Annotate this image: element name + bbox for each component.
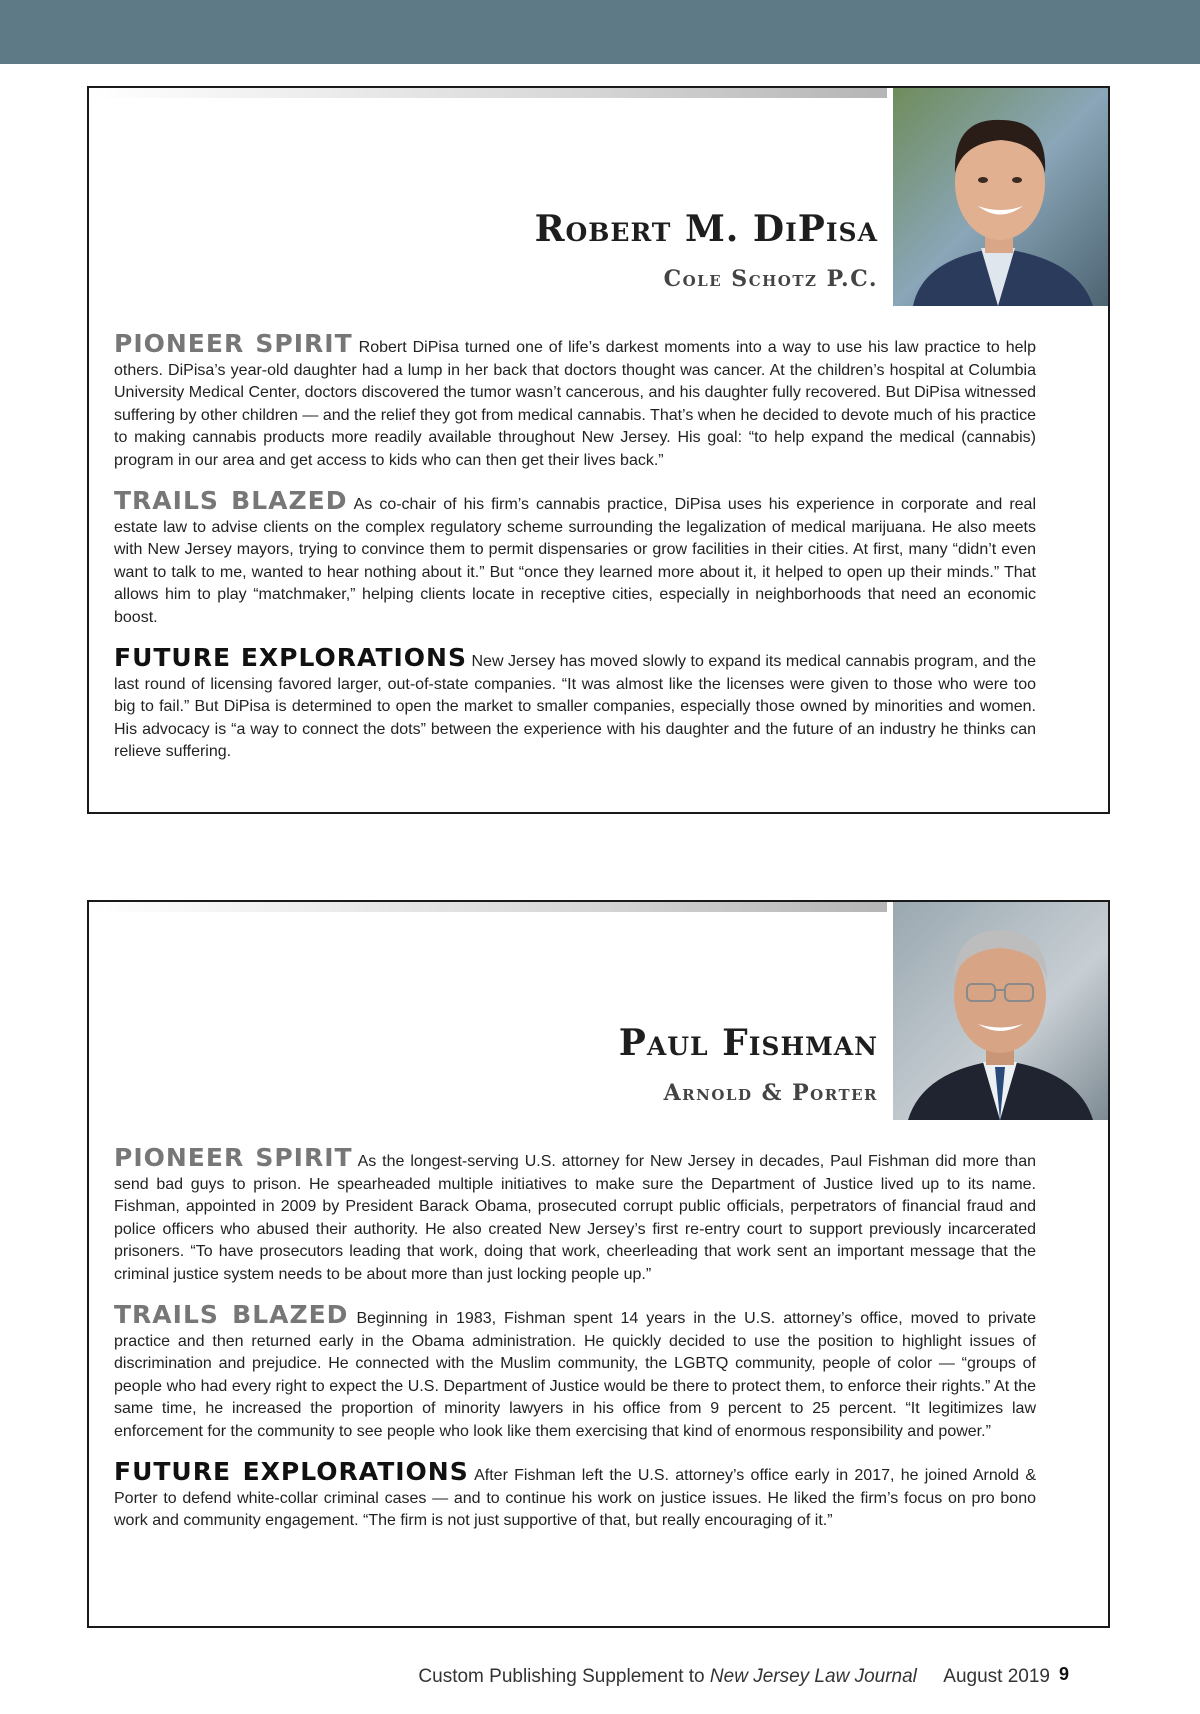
section-trails-blazed — [114, 486, 1036, 629]
profile-card-dipisa — [87, 86, 1110, 814]
section-text: As co-chair of his firm’s cannabis practice, DiPisa uses his experience in corporate and real estate law to advise clients on the complex regulatory scheme surrounding the legalization of medical marijuana. He also meets with New Jersey mayors, trying to convince them to permit dispensaries or grow facilities in their cities. At first, many “didn’t even want to talk to me, wanted to hear nothing about it.” But “once they learned more about it, it helped to open up their minds.” That allows him to play “matchmaker,” helping clients locate in receptive cities, especially in neighborhoods that need an economic boost. — [114, 496, 1036, 626]
footer-publication: New Jersey Law Journal — [709, 1666, 917, 1687]
profile-body — [114, 1143, 1037, 1551]
portrait-photo-dipisa — [893, 88, 1108, 306]
section-heading: PIONEER SPIRIT — [114, 329, 353, 358]
section-text: New Jersey has moved slowly to expand its medical cannabis program, and the last round of licensing favored larger, out-of-state companies. “It was almost like the licenses were given to those who were too big to fail.” But DiPisa is determined to open the market to smaller companies, especially those owned by minorities and women. His advocacy is “a way to connect the dots” between the experience with his daughter and the future of an industry he thinks can relieve suffering. — [114, 653, 1036, 760]
card-header-shade — [89, 902, 887, 912]
card-header-shade — [89, 88, 887, 98]
profile-body — [114, 329, 1036, 782]
section-pioneer-spirit — [114, 1143, 1036, 1286]
top-color-band — [0, 0, 1200, 64]
section-pioneer-spirit — [114, 329, 1036, 472]
footer-date: August 2019 — [943, 1666, 1050, 1687]
section-heading: FUTURE EXPLORATIONS — [114, 1457, 469, 1486]
section-future-explorations — [114, 1457, 1036, 1533]
section-text: Beginning in 1983, Fishman spent 14 years in the U.S. attorney’s office, moved to private practice and then returned early in the Obama administration. He quickly decided to use the position to highlight issues of discrimination and prejudice. He connected with the Muslim community, the LGBTQ community, people of color — “groups of people who had every right to expect the U.S. Department of Justice would be there to protect them, to enforce their rights.” At the same time, he increased the proportion of minority lawyers in his office from 9 percent to 25 percent. “It legitimizes law enforcement for the community to see people who look like them exercising that kind of enormous responsibility and power.” — [114, 1310, 1037, 1440]
section-text: Robert DiPisa turned one of life’s darkest moments into a way to use his law practice to help others. DiPisa’s year-old daughter had a lump in her back that doctors thought was cancer. At the children’s hospital at Columbia University Medical Center, doctors discovered the tumor wasn’t cancerous, and his daughter fully recovered. But DiPisa witnessed suffering by other children — and the relief they got from medical cannabis. That’s when he decided to devote much of his practice to making cannabis products more readily available throughout New Jersey. His goal: “to help expand the medical (cannabis) program in our area and get access to kids who can then get their lives back.” — [114, 339, 1036, 469]
profile-firm: Cole Schotz P.C. — [663, 266, 878, 292]
page-number: 9 — [1058, 1664, 1069, 1684]
profile-firm: Arnold & Porter — [663, 1080, 878, 1106]
section-future-explorations — [114, 643, 1036, 764]
profile-name: Paul Fishman — [618, 1022, 878, 1064]
section-heading: TRAILS BLAZED — [114, 1300, 349, 1329]
portrait-photo-fishman — [893, 902, 1108, 1120]
section-trails-blazed — [114, 1300, 1037, 1443]
profile-name: Robert M. DiPisa — [534, 208, 878, 250]
section-heading: PIONEER SPIRIT — [114, 1143, 353, 1172]
footer-prefix: Custom Publishing Supplement to — [418, 1666, 710, 1687]
section-heading: TRAILS BLAZED — [114, 486, 348, 515]
page-footer — [418, 1666, 1050, 1688]
section-heading: FUTURE EXPLORATIONS — [114, 643, 467, 672]
section-text: After Fishman left the U.S. attorney’s office early in 2017, he joined Arnold & Porter to defend white-collar criminal cases — and to continue his work on justice issues. He liked the firm’s focus on pro bono work and community engagement. “The firm is not just supportive of that, but really encouraging of it.” — [114, 1467, 1036, 1529]
section-text: As the longest-serving U.S. attorney for New Jersey in decades, Paul Fishman did more than send bad guys to prison. He spearheaded multiple initiatives to make sure the Department of Justice lived up to its name. Fishman, appointed in 2009 by President Barack Obama, prosecuted corrupt public officials, perpetrators of financial fraud and police officers who abused their authority. He also created New Jersey’s first re-entry court to support previously incarcerated prisoners. “To have prosecutors leading that work, doing that work, cheerleading that work sent an important message that the criminal justice system needs to be about more than just locking people up.” — [114, 1153, 1036, 1283]
profile-card-fishman — [87, 900, 1110, 1628]
